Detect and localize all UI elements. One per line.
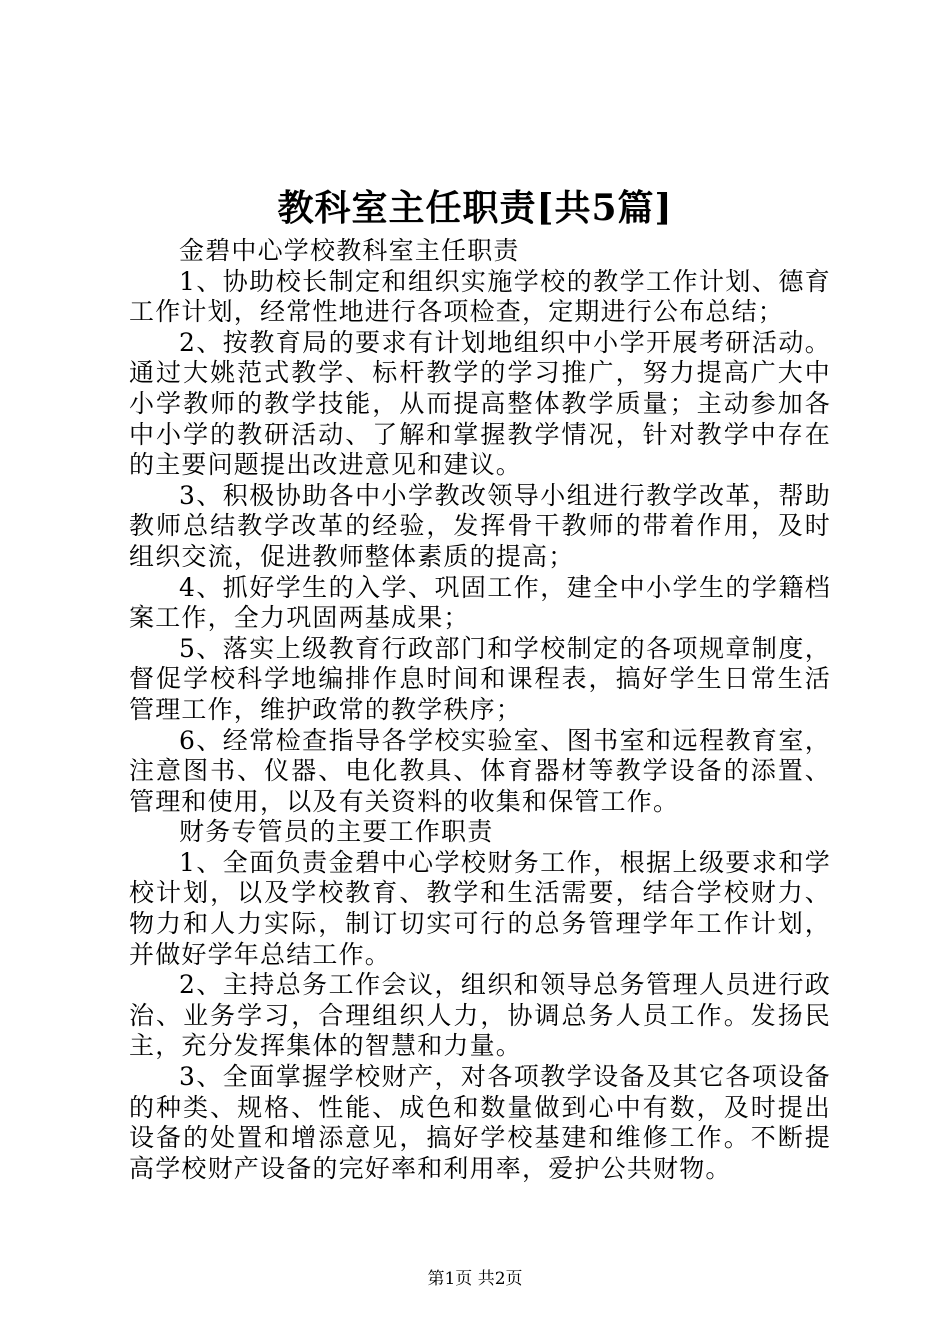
body-paragraph: 3、全面掌握学校财产，对各项教学设备及其它各项设备的种类、规格、性能、成色和数量做到心中有数，及时提出设备的处置和增添意见，搞好学校基建和维修工作。不断提高学校财产设备的完好率和利用率，爱护公共财物。	[129, 1062, 831, 1183]
body-paragraph: 2、主持总务工作会议，组织和领导总务管理人员进行政治、业务学习，合理组织人力，协调总务人员工作。发扬民主，充分发挥集体的智慧和力量。	[129, 970, 831, 1061]
section-heading: 金碧中心学校教科室主任职责	[179, 236, 520, 265]
body-paragraph: 3、积极协助各中小学教改领导小组进行教学改革，帮助教师总结教学改革的经验，发挥骨干教师的带着作用，及时组织交流，促进教师整体素质的提高；	[129, 480, 831, 571]
body-paragraph: 5、落实上级教育行政部门和学校制定的各项规章制度，督促学校科学地编排作息时间和课程表，搞好学生日常生活管理工作，维护政常的教学秩序；	[129, 633, 831, 724]
document-title: 教科室主任职责[共5篇]	[277, 187, 673, 229]
document-body	[129, 236, 831, 1184]
section-heading: 财务专管员的主要工作职责	[179, 817, 494, 847]
body-paragraph: 1、协助校长制定和组织实施学校的教学工作计划、德育工作计划，经常性地进行各项检查，定期进行公布总结；	[129, 266, 831, 327]
body-paragraph: 6、经常检查指导各学校实验室、图书室和远程教育室，注意图书、仪器、电化教具、体育器材等教学设备的添置、管理和使用，以及有关资料的收集和保管工作。	[129, 725, 831, 816]
body-paragraph: 1、全面负责金碧中心学校财务工作，根据上级要求和学校计划，以及学校教育、教学和生活需要，结合学校财力、物力和人力实际，制订切实可行的总务管理学年工作计划，并做好学年总结工作。	[129, 847, 831, 969]
page-number-footer: 第1页 共2页	[427, 1269, 523, 1289]
body-paragraph: 4、抓好学生的入学、巩固工作，建全中小学生的学籍档案工作，全力巩固两基成果；	[129, 572, 831, 633]
body-paragraph: 2、按教育局的要求有计划地组织中小学开展考研活动。通过大姚范式教学、标杆教学的学习推广，努力提高广大中小学教师的教学技能，从而提高整体教学质量；主动参加各中小学的教研活动、了解和掌握教学情况，针对教学中存在的主要问题提出改进意见和建议。	[129, 327, 831, 480]
